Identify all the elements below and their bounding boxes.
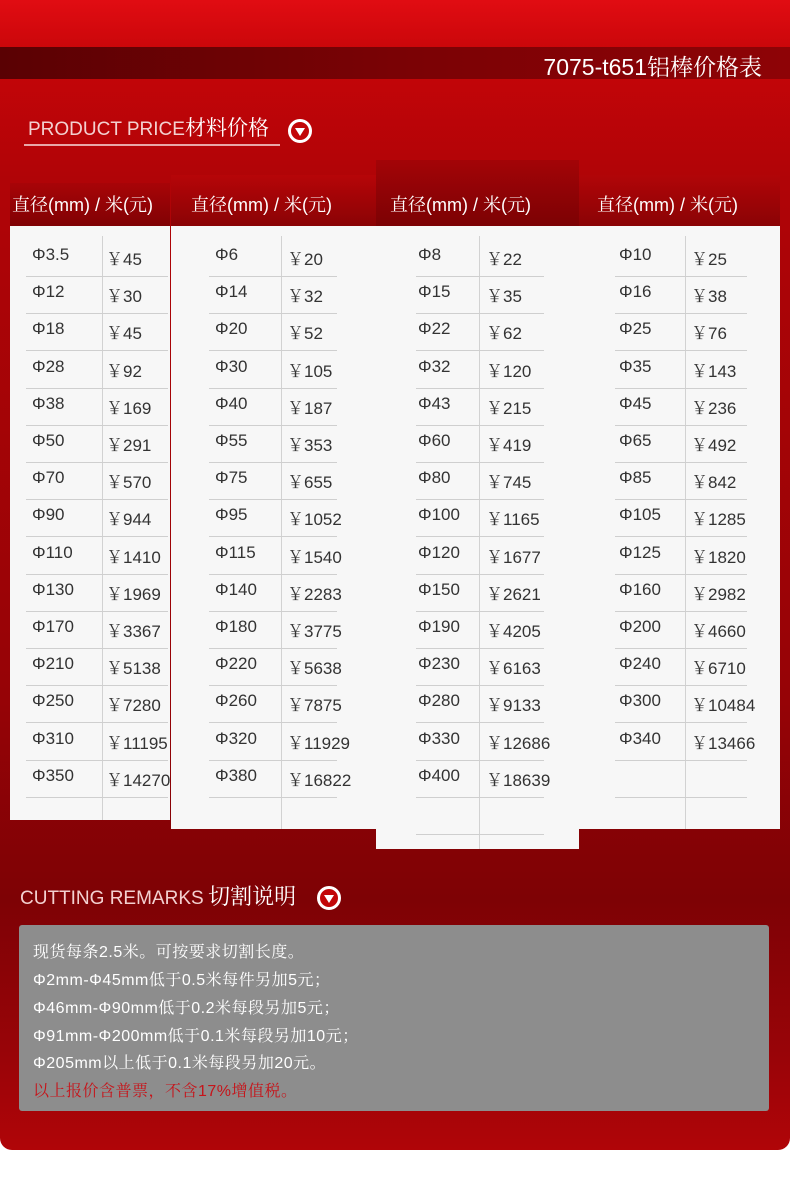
diameter-cell: Φ120 <box>418 543 460 562</box>
price-row <box>171 756 376 793</box>
diameter-cell: Φ140 <box>215 580 257 599</box>
page-title: 7075-t651铝棒价格表 <box>543 54 762 80</box>
diameter-cell: Φ45 <box>619 394 652 413</box>
row-divider <box>615 797 747 798</box>
price-row <box>10 458 170 495</box>
chevron-down-circle-icon[interactable] <box>288 119 312 143</box>
diameter-cell: Φ28 <box>32 357 65 376</box>
diameter-cell: Φ30 <box>215 357 248 376</box>
price-row <box>10 719 170 756</box>
row-divider <box>26 797 168 798</box>
price-row <box>10 384 170 421</box>
diameter-cell: Φ300 <box>619 691 661 710</box>
diameter-cell: Φ38 <box>32 394 65 413</box>
price-row <box>171 681 376 718</box>
price-row <box>579 309 780 346</box>
price-row <box>579 607 780 644</box>
price-row <box>171 347 376 384</box>
price-cell: ￥11195 <box>106 734 168 753</box>
diameter-cell: Φ60 <box>418 431 451 450</box>
price-cell: ￥14270 <box>106 771 171 790</box>
price-cell: ￥4660 <box>691 622 746 641</box>
diameter-cell: Φ220 <box>215 654 257 673</box>
diameter-cell: Φ320 <box>215 729 257 748</box>
price-cell: ￥5638 <box>287 659 342 678</box>
price-cell: ￥22 <box>486 250 522 269</box>
diameter-cell: Φ95 <box>215 505 248 524</box>
price-cell: ￥1969 <box>106 585 161 604</box>
diameter-cell: Φ115 <box>215 543 256 562</box>
column-body <box>10 226 170 820</box>
diameter-cell: Φ125 <box>619 543 661 562</box>
price-cell: ￥9133 <box>486 696 541 715</box>
price-row <box>579 421 780 458</box>
diameter-cell: Φ400 <box>418 766 460 785</box>
price-cell: ￥655 <box>287 473 333 492</box>
price-cell: ￥187 <box>287 399 333 418</box>
price-cell: ￥7280 <box>106 696 161 715</box>
diameter-cell: Φ340 <box>619 729 661 748</box>
price-cell: ￥3367 <box>106 622 161 641</box>
diameter-cell: Φ180 <box>215 617 257 636</box>
column-header <box>10 183 170 226</box>
price-cell: ￥25 <box>691 250 727 269</box>
price-row <box>579 384 780 421</box>
price-cell: ￥143 <box>691 362 737 381</box>
row-divider <box>209 797 337 798</box>
column-body <box>376 226 579 849</box>
price-row <box>579 756 780 793</box>
remark-line: Φ46mm-Φ90mm低于0.2米每段另加5元； <box>33 1000 340 1017</box>
price-row <box>376 607 579 644</box>
price-row <box>376 644 579 681</box>
price-cell: ￥570 <box>106 473 152 492</box>
price-row <box>579 495 780 532</box>
diameter-cell: Φ75 <box>215 468 248 487</box>
price-cell: ￥10484 <box>691 696 756 715</box>
price-cell: ￥492 <box>691 436 737 455</box>
price-row <box>10 347 170 384</box>
price-cell: ￥16822 <box>287 771 352 790</box>
column-header-label: 直径(mm) / 米(元) <box>390 195 531 215</box>
remark-line: 现货每条2.5米。可按要求切割长度。 <box>33 944 305 961</box>
price-row <box>376 681 579 718</box>
price-row <box>171 384 376 421</box>
price-row <box>579 272 780 309</box>
diameter-cell: Φ3.5 <box>32 245 70 264</box>
price-row <box>376 756 579 793</box>
diameter-cell: Φ350 <box>32 766 74 785</box>
diameter-cell: Φ70 <box>32 468 65 487</box>
price-row <box>171 570 376 607</box>
chevron-down-circle-icon[interactable] <box>317 886 341 910</box>
price-cell: ￥35 <box>486 287 522 306</box>
diameter-cell: Φ100 <box>418 505 460 524</box>
remarks-section-title-cn: 切割说明 <box>208 884 297 909</box>
price-cell: ￥7875 <box>287 696 342 715</box>
diameter-cell: Φ6 <box>215 245 239 264</box>
price-section-title-cn: 材料价格 <box>184 117 269 140</box>
price-cell: ￥236 <box>691 399 737 418</box>
price-row <box>579 533 780 570</box>
diameter-cell: Φ105 <box>619 505 661 524</box>
price-row <box>10 235 170 272</box>
column-header <box>579 175 780 226</box>
column-body <box>579 226 780 829</box>
tax-note: 以上报价含普票，不含17%增值税。 <box>33 1083 298 1100</box>
price-row <box>579 681 780 718</box>
price-cell: ￥30 <box>106 287 142 306</box>
diameter-cell: Φ240 <box>619 654 661 673</box>
price-cell: ￥45 <box>106 250 142 269</box>
price-row <box>10 607 170 644</box>
price-cell: ￥2283 <box>287 585 342 604</box>
remarks-section-title <box>20 880 296 911</box>
price-row <box>579 458 780 495</box>
remark-line: Φ2mm-Φ45mm低于0.5米每件另加5元； <box>33 972 331 989</box>
diameter-cell: Φ200 <box>619 617 661 636</box>
price-row <box>376 495 579 532</box>
diameter-cell: Φ10 <box>619 245 652 264</box>
price-section-title <box>28 112 269 142</box>
price-cell: ￥1540 <box>287 548 342 567</box>
price-row <box>376 235 579 272</box>
price-cell: ￥1410 <box>106 548 161 567</box>
price-row <box>10 421 170 458</box>
price-row <box>376 421 579 458</box>
price-cell: ￥1820 <box>691 548 746 567</box>
diameter-cell: Φ230 <box>418 654 460 673</box>
price-row <box>171 644 376 681</box>
remarks-section-title-en: CUTTING REMARKS <box>20 888 204 909</box>
column-header <box>376 160 579 226</box>
price-cell: ￥11929 <box>287 734 351 753</box>
price-row <box>579 235 780 272</box>
price-cell: ￥4205 <box>486 622 541 641</box>
diameter-cell: Φ130 <box>32 580 74 599</box>
price-cell: ￥353 <box>287 436 333 455</box>
diameter-cell: Φ40 <box>215 394 248 413</box>
price-cell: ￥6710 <box>691 659 746 678</box>
price-cell: ￥62 <box>486 324 522 343</box>
diameter-cell: Φ280 <box>418 691 460 710</box>
remarks-panel <box>19 925 769 1111</box>
price-row <box>10 681 170 718</box>
price-row <box>171 533 376 570</box>
price-row <box>10 495 170 532</box>
price-row <box>579 570 780 607</box>
diameter-cell: Φ310 <box>32 729 74 748</box>
price-row <box>171 607 376 644</box>
price-row <box>10 570 170 607</box>
price-cell: ￥52 <box>287 324 323 343</box>
price-cell: ￥291 <box>106 436 152 455</box>
diameter-cell: Φ110 <box>32 543 73 562</box>
section-underline <box>24 144 280 146</box>
column-header-label: 直径(mm) / 米(元) <box>597 195 738 215</box>
price-row <box>171 235 376 272</box>
diameter-cell: Φ260 <box>215 691 257 710</box>
price-cell: ￥20 <box>287 250 323 269</box>
diameter-cell: Φ16 <box>619 282 652 301</box>
price-cell: ￥18639 <box>486 771 551 790</box>
price-cell: ￥3775 <box>287 622 342 641</box>
remark-line: Φ91mm-Φ200mm低于0.1米每段另加10元； <box>33 1028 359 1045</box>
price-cell: ￥45 <box>106 324 142 343</box>
price-cell: ￥169 <box>106 399 152 418</box>
diameter-cell: Φ15 <box>418 282 451 301</box>
price-cell: ￥842 <box>691 473 737 492</box>
diameter-cell: Φ50 <box>32 431 65 450</box>
price-row <box>171 309 376 346</box>
diameter-cell: Φ55 <box>215 431 248 450</box>
price-row <box>376 570 579 607</box>
price-cell: ￥105 <box>287 362 333 381</box>
price-section-title-en: PRODUCT PRICE <box>28 119 185 140</box>
column-header <box>171 175 376 226</box>
price-row <box>10 309 170 346</box>
price-row <box>376 309 579 346</box>
price-cell: ￥76 <box>691 324 727 343</box>
price-row <box>376 719 579 756</box>
diameter-cell: Φ380 <box>215 766 257 785</box>
price-cell: ￥944 <box>106 510 152 529</box>
price-row <box>376 272 579 309</box>
price-row <box>579 644 780 681</box>
diameter-cell: Φ170 <box>32 617 74 636</box>
price-row <box>171 719 376 756</box>
diameter-cell: Φ35 <box>619 357 652 376</box>
price-cell: ￥2621 <box>486 585 541 604</box>
price-row <box>171 272 376 309</box>
diameter-cell: Φ190 <box>418 617 460 636</box>
diameter-cell: Φ80 <box>418 468 451 487</box>
diameter-cell: Φ32 <box>418 357 451 376</box>
price-row <box>10 756 170 793</box>
diameter-cell: Φ330 <box>418 729 460 748</box>
row-divider <box>416 797 544 798</box>
price-row <box>376 347 579 384</box>
price-cell: ￥1052 <box>287 510 342 529</box>
price-row <box>579 347 780 384</box>
price-cell: ￥2982 <box>691 585 746 604</box>
diameter-cell: Φ250 <box>32 691 74 710</box>
diameter-cell: Φ210 <box>32 654 74 673</box>
diameter-cell: Φ90 <box>32 505 65 524</box>
diameter-cell: Φ85 <box>619 468 652 487</box>
price-cell: ￥92 <box>106 362 142 381</box>
price-row <box>376 458 579 495</box>
column-header-label: 直径(mm) / 米(元) <box>191 195 332 215</box>
title-bar <box>0 47 790 79</box>
price-cell: ￥1165 <box>486 510 540 529</box>
diameter-cell: Φ14 <box>215 282 248 301</box>
remark-line: Φ205mm以上低于0.1米每段另加20元。 <box>33 1055 327 1072</box>
diameter-cell: Φ12 <box>32 282 65 301</box>
diameter-cell: Φ22 <box>418 319 451 338</box>
price-cell: ￥120 <box>486 362 532 381</box>
column-body <box>171 226 376 829</box>
row-divider <box>416 834 544 835</box>
diameter-cell: Φ65 <box>619 431 652 450</box>
price-cell: ￥5138 <box>106 659 161 678</box>
price-cell: ￥419 <box>486 436 532 455</box>
price-row <box>10 644 170 681</box>
price-row <box>376 533 579 570</box>
price-row <box>10 533 170 570</box>
price-row <box>171 495 376 532</box>
column-header-label: 直径(mm) / 米(元) <box>12 195 153 215</box>
price-cell: ￥1285 <box>691 510 746 529</box>
diameter-cell: Φ18 <box>32 319 65 338</box>
price-cell: ￥13466 <box>691 734 756 753</box>
price-row <box>10 272 170 309</box>
diameter-cell: Φ25 <box>619 319 652 338</box>
diameter-cell: Φ8 <box>418 245 442 264</box>
diameter-cell: Φ150 <box>418 580 460 599</box>
price-cell: ￥745 <box>486 473 532 492</box>
diameter-cell: Φ43 <box>418 394 451 413</box>
price-row <box>579 719 780 756</box>
price-row <box>171 458 376 495</box>
diameter-cell: Φ20 <box>215 319 248 338</box>
price-cell: ￥38 <box>691 287 727 306</box>
price-cell: ￥6163 <box>486 659 541 678</box>
price-row <box>171 421 376 458</box>
diameter-cell: Φ160 <box>619 580 661 599</box>
price-cell: ￥32 <box>287 287 323 306</box>
price-cell: ￥215 <box>486 399 532 418</box>
price-row <box>376 384 579 421</box>
price-cell: ￥12686 <box>486 734 551 753</box>
price-cell: ￥1677 <box>486 548 541 567</box>
